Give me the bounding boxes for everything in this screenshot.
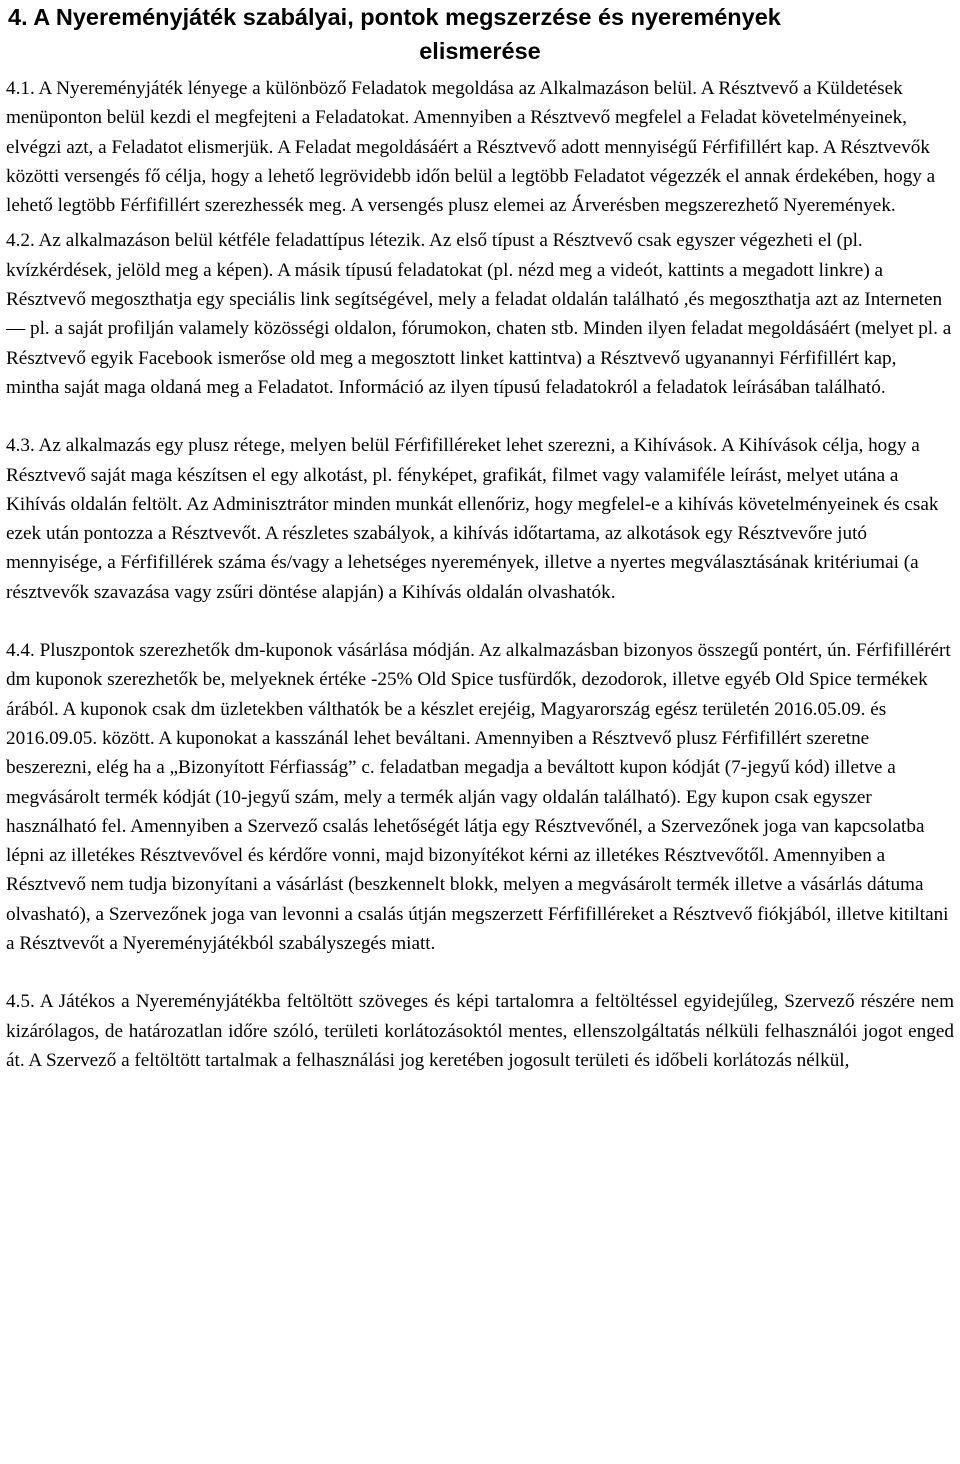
paragraph-4-1: 4.1. A Nyereményjáték lényege a különböző Feladatok megoldása az Alkalmazáson belül. A Résztvevő a Küldetések menüponton belül kezdi el megfejteni a Feladatokat. Amennyiben a Résztvevő megfelel a Feladat követelményeinek, elvégzi azt, a Feladatot elismerjük. A Feladat megoldásáért a Résztvevő adott mennyiségű Férfifillért kap. A Résztvevők közötti versengés fő célja, hogy a lehető legrövidebb időn belül a legtöbb Feladatot végezzék el annak érdekében, hogy a lehető legtöbb Férfifillért szerezhessék meg. A versengés plusz elemei az Árverésben megszerezhető Nyeremények. [6,78,936,217]
paragraph-4-3: 4.3. Az alkalmazás egy plusz rétege, melyen belül Férfifilléreket lehet szerezni, a Kihívások. A Kihívások célja, hogy a Résztvevő saját maga készítsen el egy alkotást, pl. fényképet, grafikát, filmet vagy valamiféle leírást, melyet utána a Kihívás oldalán feltölt. Az Adminisztrátor minden munkát ellenőriz, hogy megfelel-e a kihívás követelményeinek és csak ezek után pontozza a Résztvevőt. A részletes szabályok, a kihívás időtartama, az alkotások egy Résztvevőre jutó mennyisége, a Férfifillérek száma és/vagy a lehetséges nyeremények, illetve a nyertes megválasztásának kritériumai (a résztvevők szavazása vagy zsűri döntése alapján) a Kihívás oldalán olvashatók. [6,435,939,603]
paragraph-4-4: 4.4. Pluszpontok szerezhetők dm-kuponok vásárlása módján. Az alkalmazásban bizonyos összegű pontért, ún. Férfifillérért dm kuponok szerezhetők be, melyeknek értéke -25% Old Spice tusfürdők, dezodorok, illetve egyéb Old Spice termékek árából. A kuponok csak dm üzletekben válthatók be a készlet erejéig, Magyarország egész területén 2016.05.09. és 2016.09.05. között. A kuponokat a kasszánál lehet beváltani. Amennyiben a Résztvevő plusz Férfifillért szeretne beszerezni, elég ha a „Bizonyított Férfiasság” c. feladatban megadja a beváltott kupon kódját (7-jegyű kód) illetve a megvásárolt termék kódját (10-jegyű szám, mely a termék alján vagy oldalán található). Egy kupon csak egyszer használható fel. Amennyiben a Szervező csalás lehetőségét látja egy Résztvevőnél, a Szervezőnek joga van kapcsolatba lépni az illetékes Résztvevővel és kérdőre vonni, majd bizonyítékot kérni az illetékes Résztvevőtől. Amennyiben a Résztvevő nem tudja bizonyítani a vásárlást (beszkennelt blokk, melyen a megvásárolt termék illetve a vásárlás dátuma olvasható), a Szervezőnek joga van levonni a csalás útján megszerzett Férfifilléreket a Résztvevő fiókjából, illetve kitiltani a Résztvevőt a Nyereményjátékból szabályszegés miatt. [6,640,951,955]
section-heading-line2: elismerése [419,38,541,64]
paragraph-4-5: 4.5. A Játékos a Nyereményjátékba feltöltött szöveges és képi tartalomra a feltöltéssel egyidejűleg, Szervező részére nem kizárólagos, de határozatlan időre szóló, területi korlátozásoktól mentes, ellenszolgáltatás nélküli felhasználói jogot enged át. A Szervező a feltöltött tartalmak a felhasználási jog keretében jogosult területi és időbeli korlátozás nélkül, [6,991,954,1071]
section-heading [0,0,960,68]
paragraph-4-2: 4.2. Az alkalmazáson belül kétféle feladattípus létezik. Az első típust a Résztvevő csak egyszer végezheti el (pl. kvízkérdések, jelöld meg a képen). A másik típusú feladatokat (pl. nézd meg a videót, kattints a megadott linkre) a Résztvevő megoszthatja egy speciális link segítségével, mely a feladat oldalán található ,és megoszthatja azt az Interneten — pl. a saját profilján valamely közösségi oldalon, fórumokon, chaten stb. Minden ilyen feladat megoldásáért (melyet pl. a Résztvevő egyik Facebook ismerőse old meg a megosztott linket kattintva) a Résztvevő ugyanannyi Férfifillért kap, mintha saját maga oldaná meg a Feladatot. Információ az ilyen típusú feladatokról a feladatok leírásában található. [6,230,952,398]
section-heading-line1: 4. A Nyereményjáték szabályai, pontok megszerzése és nyeremények [8,4,781,30]
